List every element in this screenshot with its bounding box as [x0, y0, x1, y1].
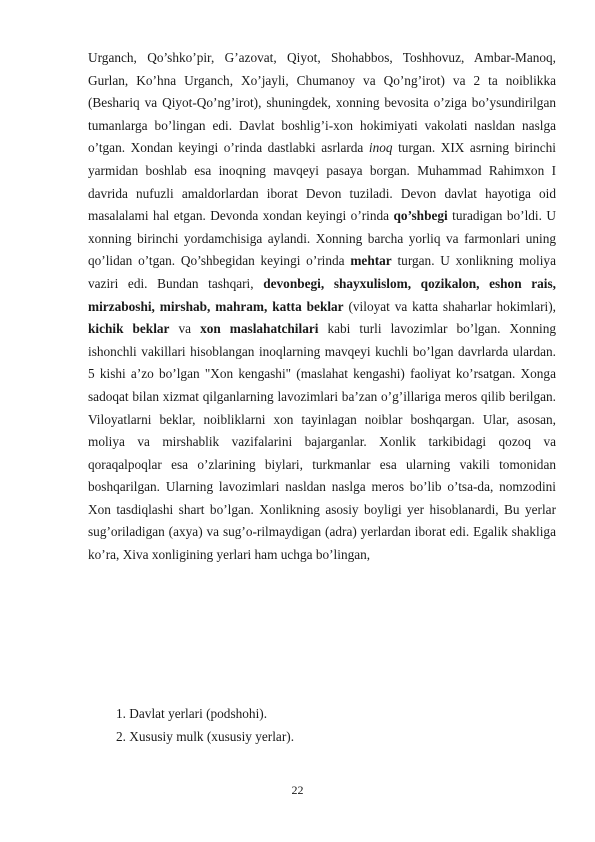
term-xon-maslahatchilari: xon maslahatchilari: [200, 321, 319, 337]
page-number: 22: [291, 783, 304, 797]
term-mehtar: mehtar: [350, 253, 392, 269]
text-segment: turgan. XIX asrning birinchi yarmidan boshlab esa inoqning mavqeyi pasaya borgan. Muhammad Rahimxon I davrida nufuzli amaldorlardan iborat Devon tuziladi. Devon davlat hayotiga oid masalalami hal etgan. Devonda xondan keyingi o’rinda: [88, 140, 556, 224]
land-types-list: [116, 703, 294, 748]
text-segment: kabi turli lavozimlar bo’lgan. Xonning ishonchli vakillari hisoblangan inoqlarning mavqeyi kuchli bo’lgan davrlarda ulardan. 5 kishi a’zo bo’lgan "Xon kengashi" (maslahat kengashi) faoliyat ko’rsatgan. Xonga sadoqat bilan xizmat qilganlarning lavozimlari ba’zan o’g’illariga meros qilib berilgan. Viloyatlarni beklar, noibliklarni xon tayinlagan noiblar boshqargan. Ular, asosan, moliya va mirshablik vazifalarini bajarganlar. Xonlik tarkibidagi qozoq va qoraqalpoqlar esa o’zlarining biylari, turkmanlar esa ularning vakili tomonidan boshqarilgan. Ularning lavozimlari nasldan naslga meros bo’lib o’tsa-da, nomzodini Xon tasdiqlashi shart bo’lgan. Xonlikning asosiy boyligi yer hisoblanardi, Bu yerlar sug’oriladigan (axya) va sug’o-rilmaydigan (adra) yerlardan iborat edi. Egalik shakliga ko’ra, Xiva xonligining yerlari ham uchga bo’lingan,: [88, 321, 556, 563]
text-segment: (viloyat va katta shaharlar hokimlari),: [343, 298, 556, 314]
text-segment: va: [169, 321, 201, 337]
term-inoq: inoq: [368, 140, 393, 156]
list-item: 1. Davlat yerlari (podshohi).: [116, 706, 268, 721]
list-item: 2. Xususiy mulk (xususiy yerlar).: [116, 728, 295, 744]
body-paragraph: [88, 47, 556, 567]
text-segment: turgan. U xonlikning moliya vaziri edi. Bundan tashqari,: [88, 253, 556, 291]
term-kichik-beklar: kichik beklar: [88, 321, 170, 337]
text-segment: Urganch, Qo’shko’pir, G’azovat, Qiyot, Shohabbos, Toshhovuz, Ambar-Manoq, Gurlan, Ko’hna Urganch, Xo’jayli, Chumanoy va Qo’ng’irot) va 2 ta noiblikka (Beshariq va Qiyot-Qo’ng’irot), shuningdek, xonning bevosita o’ziga bo’ysundirilgan tumanlarga bo’lingan edi. Davlat boshlig’i-xon hokimiyati vakolati nasldan naslga o’tgan. Xondan keyingi o’rinda dastlabki asrlarda: [88, 50, 556, 156]
term-officials: devonbegi, shayxulislom, qozikalon, eshon rais, mirzaboshi, mirshab, mahram, katta beklar: [88, 275, 556, 314]
text-segment: turadigan bo’ldi. U xonning birinchi yordamchisiga aylandi. Xonning barcha yorliq va farmonlari uning qo’lidan o’tgan. Qo’shbegidan keyingi o’rinda: [88, 208, 556, 269]
term-qoshbegi: qo’shbegi: [393, 208, 448, 224]
